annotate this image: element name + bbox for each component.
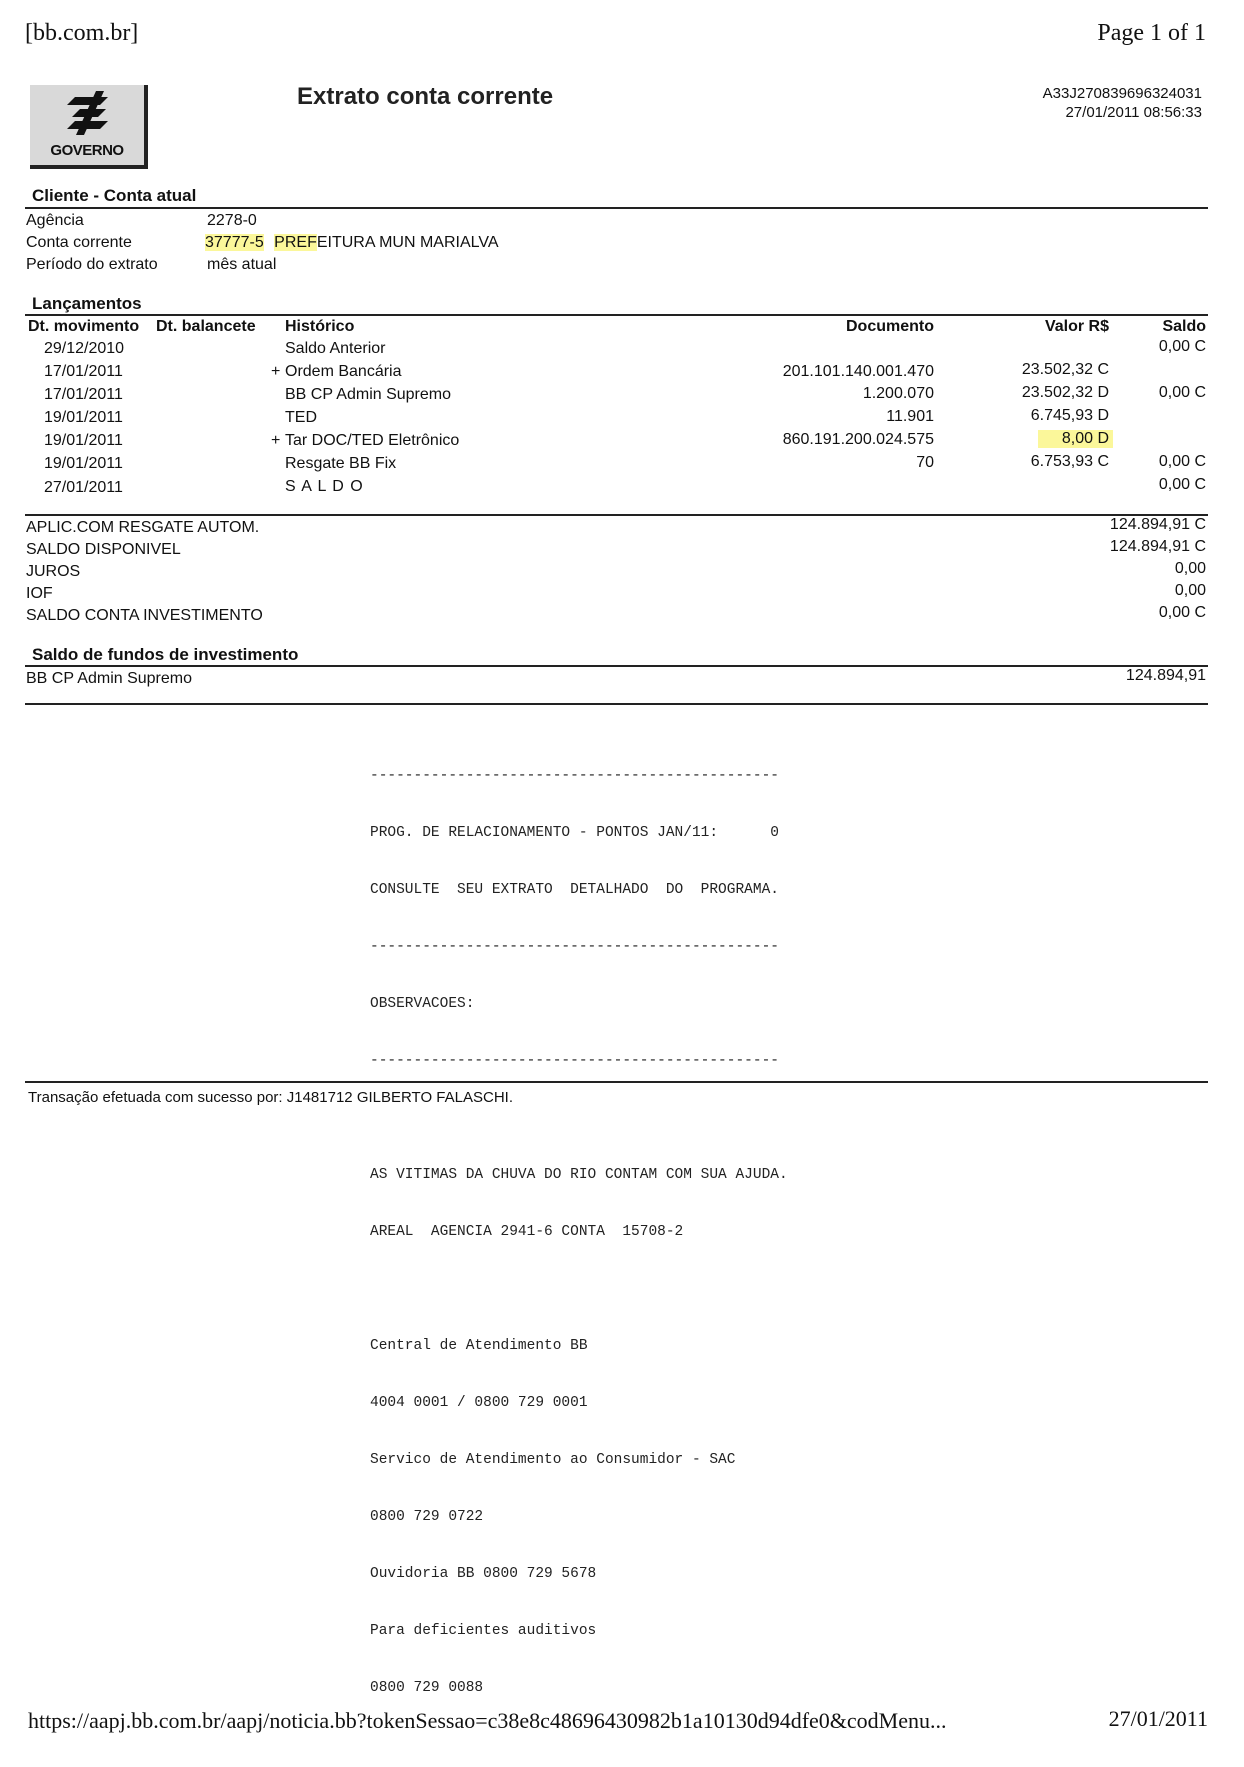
- resumo-label: SALDO DISPONIVEL: [26, 541, 181, 558]
- col-valor: Valor R$: [1044, 318, 1109, 335]
- conta-nome: EITURA MUN MARIALVA: [316, 234, 499, 251]
- row-date: 17/01/2011: [44, 363, 123, 380]
- msg-observacoes: OBSERVACOES:: [370, 996, 475, 1012]
- fundo-name: BB CP Admin Supremo: [26, 670, 193, 687]
- msg-areal: AREAL AGENCIA 2941-6 CONTA 15708-2: [370, 1224, 684, 1240]
- row-historico: Saldo Anterior: [285, 340, 386, 357]
- resumo-value: 124.894,91 C: [1109, 538, 1206, 555]
- row-saldo: 0,00 C: [1158, 476, 1206, 493]
- page-counter: Page 1 of 1: [1097, 20, 1206, 46]
- row-historico: S A L D O: [285, 478, 364, 495]
- msg-vitimas: AS VITIMAS DA CHUVA DO RIO CONTAM COM SUA AJUDA.: [370, 1167, 788, 1183]
- print-date: 27/01/2011: [1108, 1706, 1208, 1731]
- row-plus: +: [271, 363, 281, 380]
- section-cliente: Cliente - Conta atual: [32, 186, 197, 205]
- resumo-value: 0,00: [1174, 560, 1206, 577]
- site-label: [bb.com.br]: [25, 20, 139, 46]
- divider: [25, 207, 1208, 209]
- row-documento: 201.101.140.001.470: [782, 363, 934, 380]
- doc-code-block: [1043, 84, 1202, 122]
- row-date: 19/01/2011: [44, 432, 123, 449]
- msg-consulte: CONSULTE SEU EXTRATO DETALHADO DO PROGRAMA.: [370, 882, 779, 898]
- row-date: 29/12/2010: [44, 340, 125, 357]
- col-dt-movimento: Dt. movimento: [28, 318, 140, 335]
- resumo-label: IOF: [26, 585, 53, 602]
- page-title: Extrato conta corrente: [297, 83, 554, 110]
- divider: [25, 665, 1208, 667]
- row-saldo: 0,00 C: [1158, 338, 1206, 355]
- msg-ouvidoria: Ouvidoria BB 0800 729 5678: [370, 1566, 597, 1582]
- col-documento: Documento: [846, 318, 934, 335]
- divider: [25, 1081, 1208, 1083]
- row-valor: 23.502,32 C: [1021, 361, 1109, 378]
- bb-logo-icon: [30, 87, 148, 147]
- row-valor: 6.745,93 D: [1030, 407, 1109, 424]
- agencia-value: 2278-0: [207, 212, 257, 229]
- resumo-value: 0,00: [1174, 582, 1206, 599]
- bb-logo: [30, 85, 148, 169]
- logo-text: GOVERNO: [50, 142, 124, 159]
- row-historico: BB CP Admin Supremo: [285, 386, 452, 403]
- row-date: 17/01/2011: [44, 386, 123, 403]
- row-date: 27/01/2011: [44, 479, 123, 496]
- row-valor: 6.753,93 C: [1030, 453, 1109, 470]
- row-documento: 860.191.200.024.575: [782, 431, 934, 448]
- conta-nome-highlight: PREF: [274, 234, 317, 251]
- row-valor: 23.502,32 D: [1021, 384, 1109, 401]
- periodo-value: mês atual: [207, 256, 277, 273]
- section-lancamentos: Lançamentos: [32, 294, 142, 313]
- msg-sac-tel: 0800 729 0722: [370, 1509, 484, 1525]
- conta-value: [205, 234, 499, 252]
- row-valor: 8,00 D: [1038, 430, 1113, 448]
- transacao-text: Transação efetuada com sucesso por: J1481712 GILBERTO FALASCHI.: [28, 1089, 513, 1106]
- row-historico: TED: [285, 409, 317, 426]
- page-url: https://aapj.bb.com.br/aapj/noticia.bb?tokenSessao=c38e8c48696430982b1a10130d94dfe0&codMenu...: [28, 1708, 947, 1733]
- row-saldo: 0,00 C: [1158, 453, 1206, 470]
- row-saldo: 0,00 C: [1158, 384, 1206, 401]
- doc-datetime: 27/01/2011 08:56:33: [1065, 104, 1202, 121]
- resumo-value: 0,00 C: [1158, 604, 1206, 621]
- conta-numero: 37777-5: [205, 234, 264, 251]
- section-fundos: Saldo de fundos de investimento: [32, 645, 299, 664]
- row-historico: Ordem Bancária: [285, 363, 402, 380]
- resumo-label: JUROS: [26, 563, 81, 580]
- resumo-value: 124.894,91 C: [1109, 516, 1206, 533]
- msg-central-tel: 4004 0001 / 0800 729 0001: [370, 1395, 588, 1411]
- msg-central: Central de Atendimento BB: [370, 1338, 588, 1354]
- resumo-label: APLIC.COM RESGATE AUTOM.: [26, 519, 260, 536]
- msg-deficientes: Para deficientes auditivos: [370, 1623, 597, 1639]
- divider: [25, 314, 1208, 316]
- msg-prog: PROG. DE RELACIONAMENTO - PONTOS JAN/11: 0: [370, 825, 779, 841]
- row-documento: 70: [916, 454, 934, 471]
- periodo-label: Período do extrato: [26, 256, 158, 273]
- row-documento: 1.200.070: [862, 385, 934, 402]
- dash-line: -----------------------------------------------: [370, 939, 779, 955]
- msg-deficientes-tel: 0800 729 0088: [370, 1680, 484, 1696]
- dash-line: -----------------------------------------------: [370, 1053, 779, 1069]
- resumo-label: SALDO CONTA INVESTIMENTO: [26, 607, 263, 624]
- row-historico: Tar DOC/TED Eletrônico: [285, 432, 460, 449]
- msg-sac: Servico de Atendimento ao Consumidor - SAC: [370, 1452, 736, 1468]
- dash-line: -----------------------------------------------: [370, 768, 779, 784]
- row-historico: Resgate BB Fix: [285, 455, 397, 472]
- row-date: 19/01/2011: [44, 455, 123, 472]
- row-date: 19/01/2011: [44, 409, 123, 426]
- conta-label: Conta corrente: [26, 234, 132, 251]
- doc-code: A33J270839696324031: [1042, 85, 1202, 102]
- row-plus: +: [271, 432, 281, 449]
- agencia-label: Agência: [26, 212, 84, 229]
- divider: [25, 703, 1208, 705]
- col-historico: Histórico: [285, 318, 355, 335]
- row-documento: 11.901: [886, 408, 934, 425]
- col-saldo: Saldo: [1162, 318, 1206, 335]
- divider: [25, 514, 1208, 516]
- col-dt-balancete: Dt. balancete: [156, 318, 256, 335]
- mensagem-block: [370, 729, 788, 1717]
- fundo-value: 124.894,91: [1125, 667, 1206, 684]
